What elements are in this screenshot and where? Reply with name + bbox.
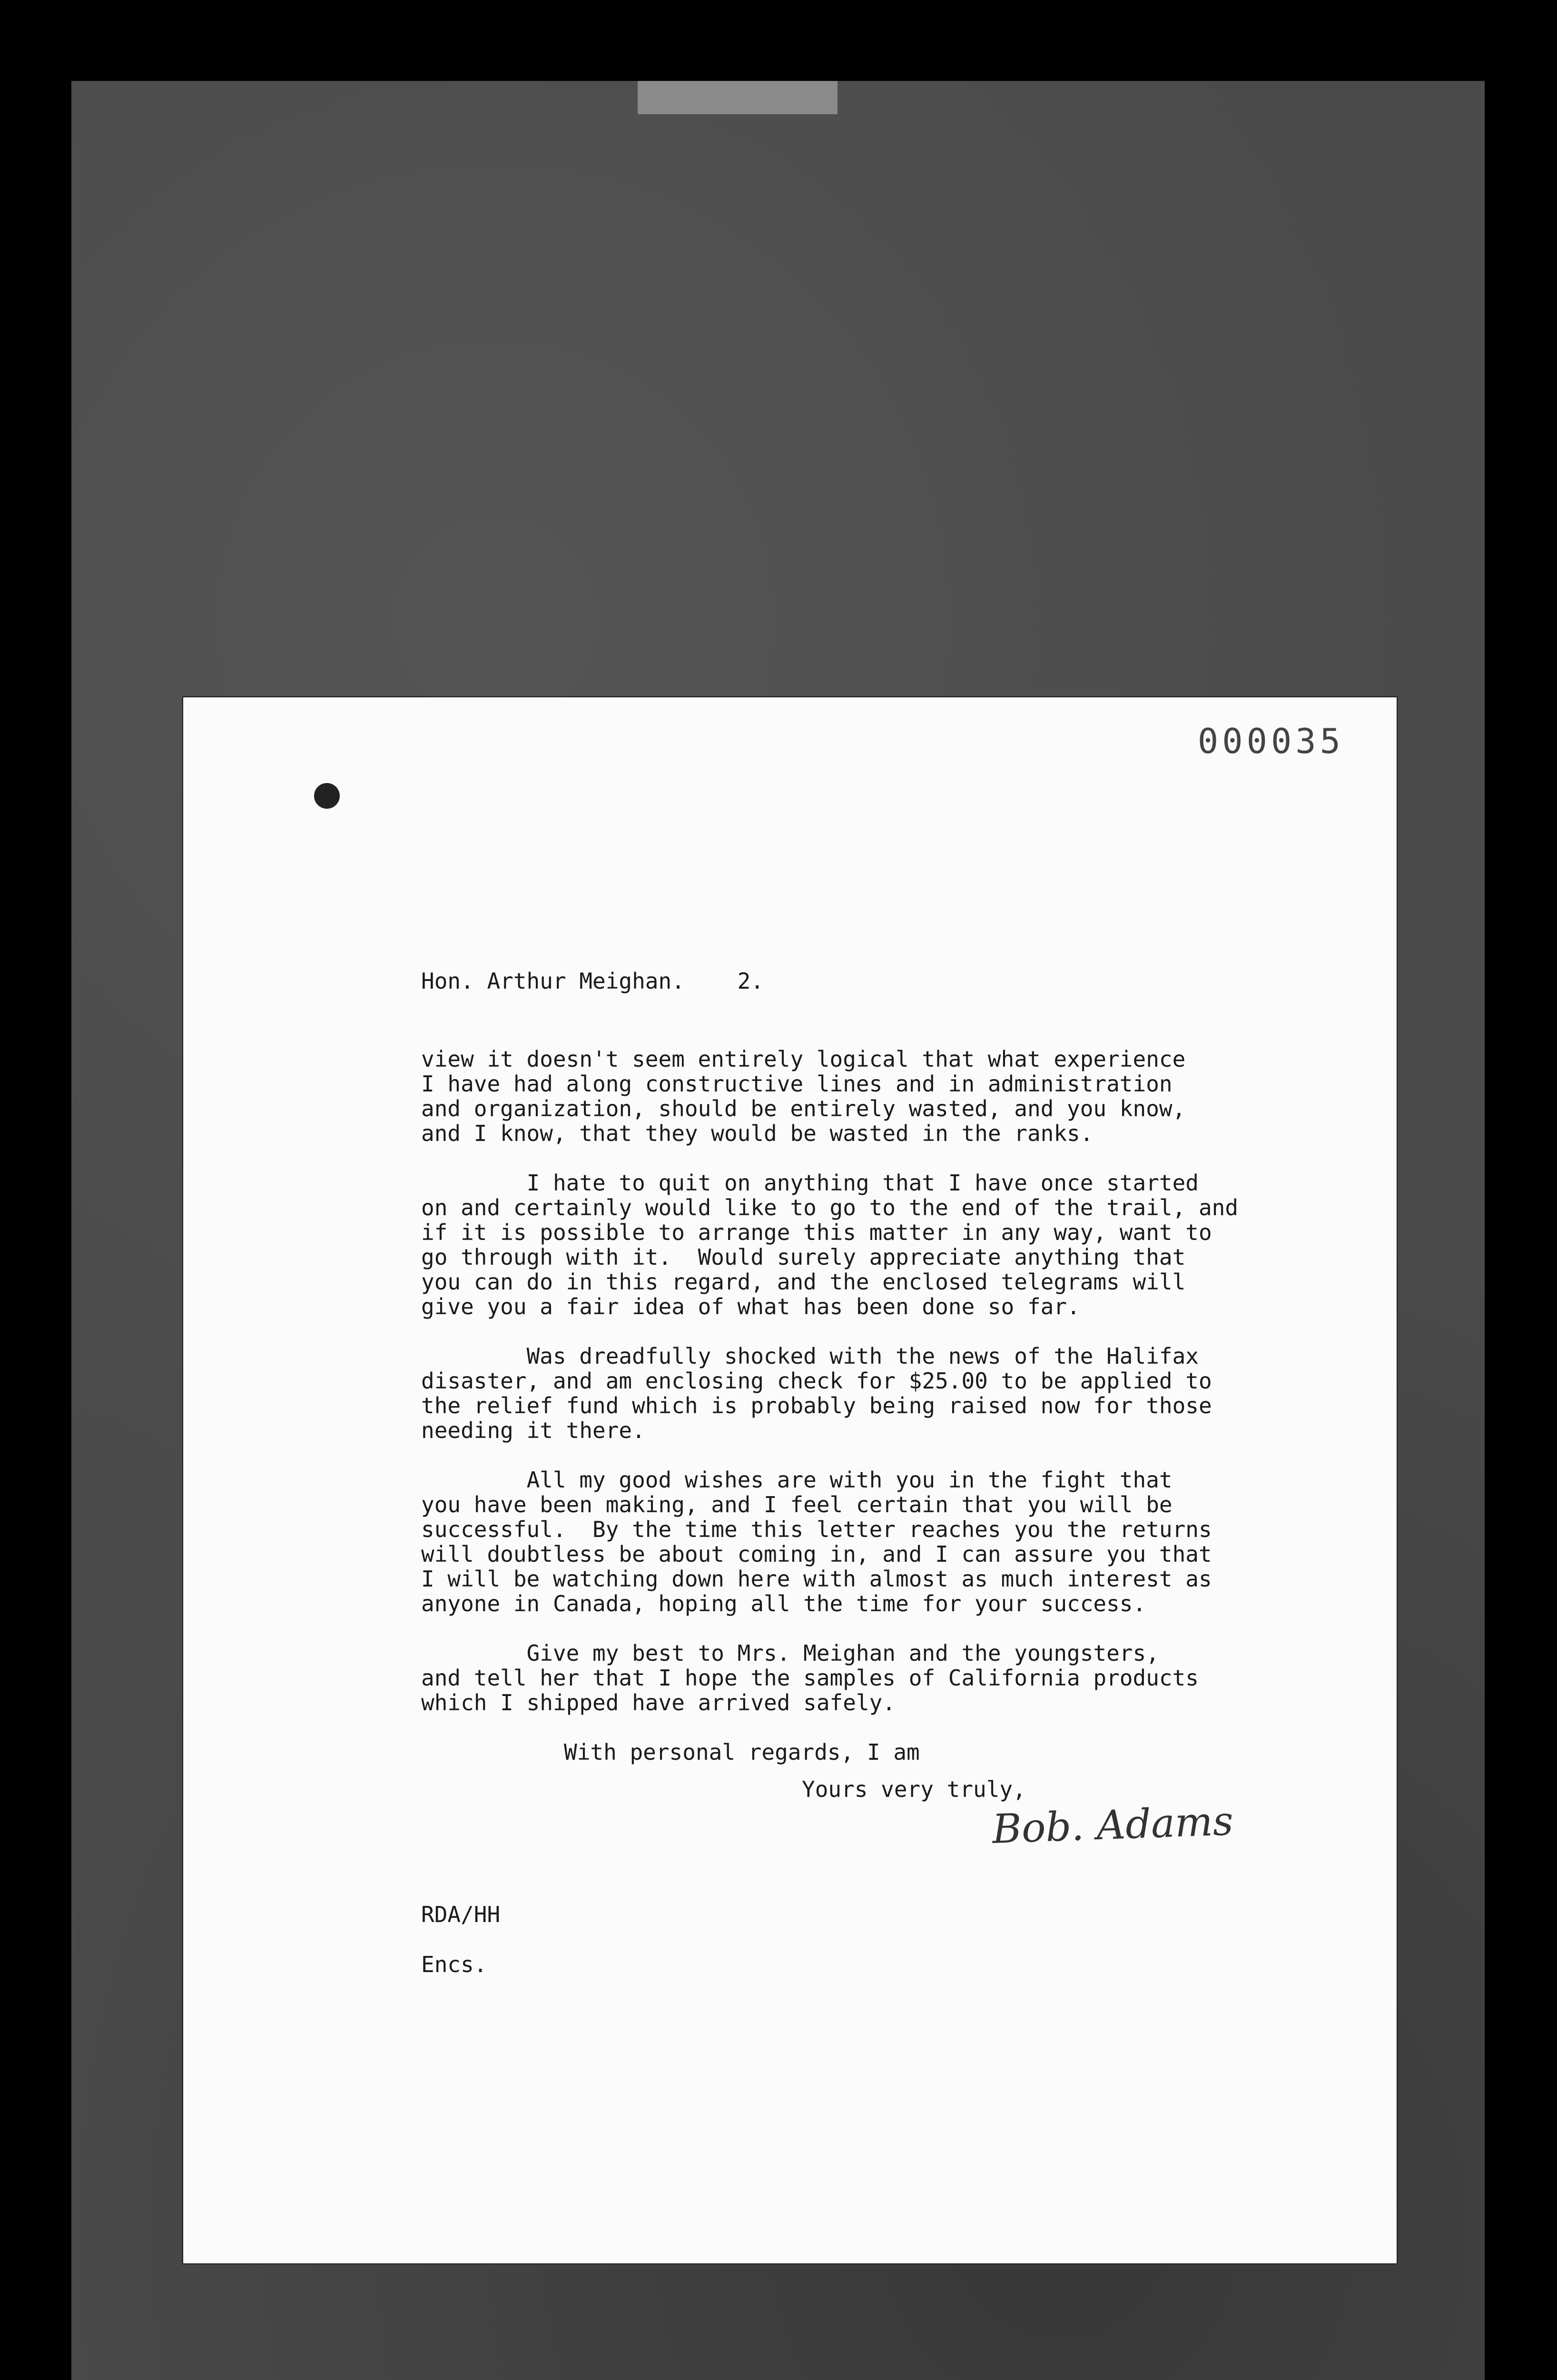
closing-line: With personal regards, I am [564, 1739, 920, 1765]
enclosures-note: Encs. [421, 1952, 487, 1977]
signature: Bob. Adams [991, 1797, 1234, 1853]
paragraph: Give my best to Mrs. Meighan and the youngsters, and tell her that I hope the samples of California products which I shipped have arrived safely. [421, 1640, 1199, 1716]
paragraph: Was dreadfully shocked with the news of the Halifax disaster, and am enclosing check for $25.00 to be applied to the relief fund which is probably being raised now for those needing it there. [421, 1343, 1212, 1443]
punch-hole [314, 783, 340, 809]
valediction: Yours very truly, [802, 1776, 1026, 1802]
paragraph: I hate to quit on anything that I have once started on and certainly would like to go to the end of the trail, and if it is possible to arrange this matter in any way, want to go through with it. Would surely appreciate anything that you can do in this regard, and the enclosed telegrams will give you a fair idea of what has been done so far. [421, 1170, 1239, 1319]
letter-sheet [183, 697, 1397, 2263]
typist-initials: RDA/HH [421, 1902, 501, 1927]
frame-tab [638, 81, 838, 114]
letter-heading: Hon. Arthur Meighan. 2. [421, 968, 764, 994]
document-number: 000035 [1197, 721, 1344, 761]
letter-body [421, 969, 1373, 1802]
paragraph: view it doesn't seem entirely logical that what experience I have had along constructive lines and in administration and organization, should be entirely wasted, and you know, and I know, that they would be wasted in the ranks. [421, 1046, 1186, 1146]
paragraph: All my good wishes are with you in the fight that you have been making, and I feel certain that you will be successful. By the time this letter reaches you the returns will doubtless be about coming in, and I can assure you that I will be watching down here with almost as much interest as anyone in Canada, hoping all the time for your success. [421, 1467, 1212, 1616]
